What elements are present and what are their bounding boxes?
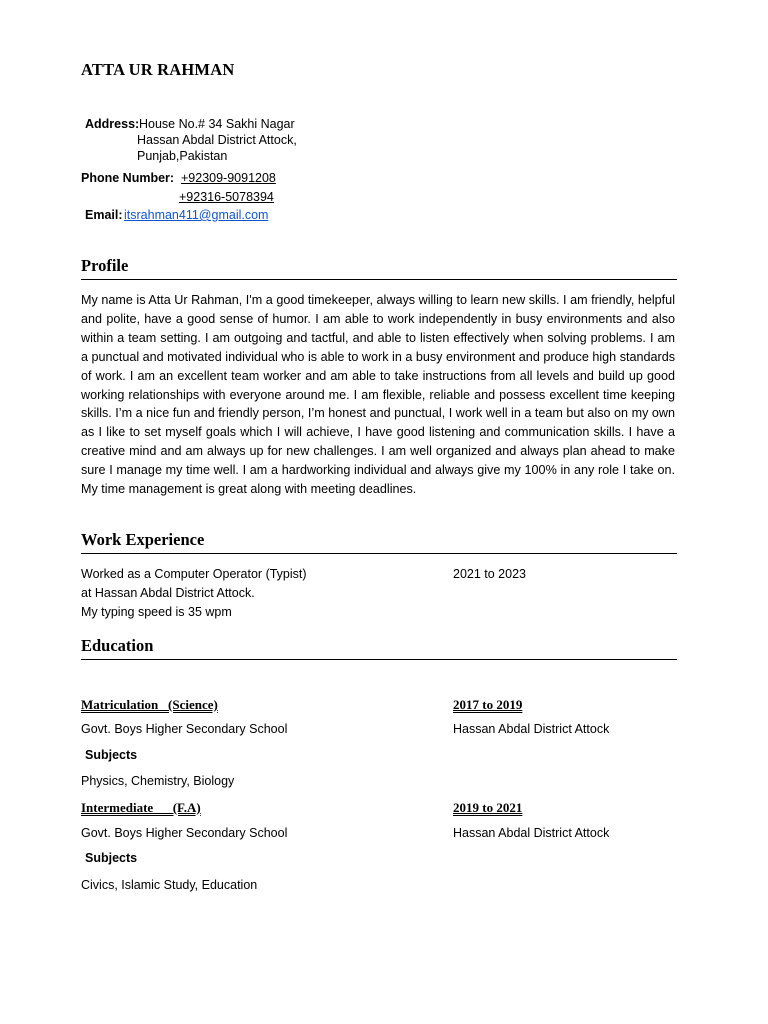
work-experience-divider <box>81 553 677 554</box>
education-title-intermediate: Intermediate (F.A) <box>81 800 201 815</box>
education-years-intermediate: 2019 to 2021 <box>453 800 523 815</box>
profile-divider <box>81 279 677 280</box>
education-school-matriculation: Govt. Boys Higher Secondary School <box>81 722 288 736</box>
email-link[interactable]: itsrahman411@gmail.com <box>124 208 269 222</box>
phone-label: Phone Number: <box>81 171 175 185</box>
work-line-2: at Hassan Abdal District Attock. <box>81 586 255 600</box>
email-label: Email: <box>85 208 123 222</box>
work-experience-heading: Work Experience <box>81 530 205 549</box>
subjects-list-intermediate: Civics, Islamic Study, Education <box>81 878 258 892</box>
address-line-2: Hassan Abdal District Attock, <box>137 133 297 147</box>
candidate-name: ATTA UR RAHMAN <box>81 60 235 79</box>
education-school-intermediate: Govt. Boys Higher Secondary School <box>81 826 288 840</box>
subjects-list-matriculation: Physics, Chemistry, Biology <box>81 774 235 788</box>
education-heading: Education <box>81 636 154 655</box>
subjects-label-matriculation: Subjects <box>85 748 138 762</box>
education-years-matriculation: 2017 to 2019 <box>453 697 523 712</box>
work-line-3: My typing speed is 35 wpm <box>81 605 232 619</box>
education-location-intermediate: Hassan Abdal District Attock <box>453 826 610 840</box>
profile-heading: Profile <box>81 256 129 275</box>
work-period: 2021 to 2023 <box>453 567 526 581</box>
work-line-1: Worked as a Computer Operator (Typist) <box>81 567 307 581</box>
education-divider <box>81 659 677 660</box>
phone-number-2: +92316-5078394 <box>179 190 274 204</box>
address-label: Address: <box>85 117 140 131</box>
address-line-3: Punjab,Pakistan <box>137 149 228 163</box>
education-title-matriculation: Matriculation (Science) <box>81 697 218 712</box>
phone-number-1: +92309-9091208 <box>181 171 276 185</box>
subjects-label-intermediate: Subjects <box>85 851 138 865</box>
education-location-matriculation: Hassan Abdal District Attock <box>453 722 610 736</box>
address-line-1: House No.# 34 Sakhi Nagar <box>139 117 295 131</box>
profile-text: My name is Atta Ur Rahman, I'm a good timekeeper, always willing to learn new skills. I am friendly, helpful and polite, have a good sense of humor. I am able to work independently in busy environments and also within a team setting. I am outgoing and tactful, and able to listen effectively when solving problems. I am a punctual and motivated individual who is able to work in a busy environment and produce high standards of work. I am an excellent team worker and am able to take instructions from all levels and build up good working relationships with everyone around me. I am flexible, reliable and possess excellent time keeping skills. I’m a nice fun and friendly person, I’m honest and punctual, I work well in a team but also on my own as I like to set myself goals which I will achieve, I have good listening and communication skills. I have a creative mind and am always up for new challenges. I am well organized and always plan ahead to make sure I manage my time well. I am a hardworking individual and always give my 100% in any role I take on. My time management is great along with meeting deadlines. <box>81 293 675 497</box>
